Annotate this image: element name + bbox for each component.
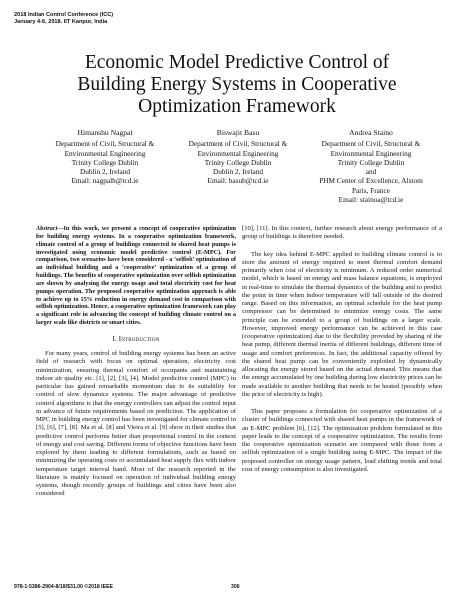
affiliation-line: and — [365, 167, 377, 177]
affiliation-line: Department of Civil, Structural & — [188, 139, 288, 149]
section-heading-introduction: I. Introduction — [112, 335, 160, 343]
copyright-footer: 978-1-5386-2904-8/18/$31.00 ©2018 IEEE — [14, 584, 114, 590]
affiliation-line: Paris, France — [351, 185, 391, 195]
conference-header — [14, 12, 113, 26]
left-column — [36, 225, 236, 499]
affiliation-line: Trinity College Dublin — [337, 157, 405, 167]
affiliation-line: Dublin 2, Ireland — [79, 167, 131, 177]
intro-paragraph: For many years, control of building energy systems has been an active field of research with focus on optimal operation, electricity cost minimization, ensuring thermal comfort of occupants and maintaining indoor air quality etc. [1], [2], [3], [4]. Model predictive control (MPC) in particular has gained remarkable momentum due to its suitability for control of slow dynamics systems. The major advantage of predictive control algorithms is that the energy controllers can adjust the control input in advance of future requirements based on prediction. The application of MPC in building energy control has been investigated for climate control in [5], [6], [7], [8]. Ma et al. [8] and Vieira et al. [9] show in their studies that predictive control performs better than proportional control in the context of energy and cost saving. Different forms of objective functions have been explored by them leading to different formulations, such as based on minimizing the operating costs or accumulated heat supply flux with indoor temperature target interval band. Most of the research reported in the literature is mainly focused on operation of individual building energy systems, though recently groups of buildings and cities have been also considered — [36, 350, 236, 498]
page-number: 306 — [231, 584, 240, 590]
paragraph-gap — [242, 242, 442, 251]
affiliation-line: Department of Civil, Structural & — [321, 139, 421, 149]
affiliation-line: Environmental Engineering — [197, 148, 279, 158]
affiliation-line: PHM Center of Excellence, Alstom — [319, 176, 423, 186]
author-1 — [40, 128, 170, 204]
contribution-paragraph: This paper proposes a formulation for cooperative optimization of a cluster of buildings connected with shared heat pumps in the framework of an E-MPC problem [6], [12]. The optimization problem formulated in this paper leads to the concept of a cooperative optimization. The results from the cooperative optimization scenario are compared with those from a selfish optimization of a single building using E-MPC. The impact of the proposed controller on energy usage pattern, load shifting trends and total cost of energy consumption is also investigated. — [242, 408, 442, 473]
right-column — [242, 225, 442, 474]
abstract-label: Abstract — [36, 225, 58, 232]
affiliation-line: Environmental Engineering — [64, 148, 146, 158]
author-email: Email: nagpalh@tcd.ie — [71, 176, 139, 186]
conference-name: 2018 Indian Control Conference (ICC) — [14, 12, 114, 18]
title-line-3: Optimization Framework — [138, 96, 336, 117]
title-line-2: Building Energy Systems in Cooperative — [77, 74, 397, 95]
conference-date-location: January 4-6, 2018. IIT Kanpur, India — [14, 19, 108, 25]
intro-paragraph-continued: [10], [11]. In this context, further research about energy performance of a group of buildings is therefore needed. — [242, 225, 442, 241]
author-name: Biswajit Basu — [216, 128, 260, 137]
author-block — [40, 128, 436, 204]
affiliation-line: Environmental Engineering — [330, 148, 412, 158]
affiliation-line: Trinity College Dublin — [71, 157, 139, 167]
abstract — [36, 225, 236, 327]
affiliation-line: Trinity College Dublin — [204, 157, 272, 167]
author-email: Email: stainoa@tcd.ie — [338, 195, 404, 205]
author-3 — [306, 128, 436, 204]
author-name: Himanshu Nagpal — [77, 128, 133, 137]
affiliation-line: Dublin 2, Ireland — [212, 167, 264, 177]
author-2 — [173, 128, 303, 204]
author-name: Andrea Staino — [349, 128, 393, 137]
abstract-text: —In this work, we present a concept of cooperative optimization for building energy systems. In a cooperative optimization framework, climate control of a group of buildings connected to shared heat pumps is investigated using economic model predictive control (E-MPC). For comparison, two scenarios have been considered - a ‘selfish’ optimization of an individual building and a ‘cooperative’ optimization of a group of buildings. The benefits of cooperative optimization over selfish optimization are shown by analysing the energy usage and total electricity cost for heat pumps operation. The proposed cooperative optimization approach is able to achieve up to 15% reduction in energy demand cost in comparison with selfish optimization. Hence, a cooperative optimization framework can play a significant role in advancing the concept of building climate control on a larger scale like districts or smart cities. — [36, 225, 236, 327]
affiliation-line: Department of Civil, Structural & — [55, 139, 155, 149]
paper-title — [0, 52, 474, 118]
title-line-1: Economic Model Predictive Control of — [84, 52, 390, 73]
author-email: Email: basub@tcd.ie — [207, 176, 269, 186]
empc-paragraph: The key idea behind E-MPC applied to building climate control is to store the amount of energy required to meet thermal comfort demand primarily when cost of electricity is minimum. A reduced order numerical model, which is based on energy and mass balance equations, is employed in real-time to simulate the thermal dynamics of the building and to predict the point in time when indoor temperature will fall outside of the desired range. Based on this information, an optimal schedule for the heat pump compressor can be determined to minimize energy costs. The same principle can be extended to a group of buildings on a larger scale. However, improved energy performance can be achieved in this case (cooperative optimization) due to the flexibility provided by sharing of the heat pump, different thermal inertia of different buildings, different time of usage and comfort preferences. In fact, the additional capacity offered by the shared heat pump can be conveniently exploited by dynamically allocating the energy stored based on the actual demand. This means that the energy accumulated by one building during low electricity prices can be made available to another building that needs to be heated (possibly when the price of electricity is high). — [242, 250, 443, 398]
paragraph-gap — [242, 399, 442, 408]
